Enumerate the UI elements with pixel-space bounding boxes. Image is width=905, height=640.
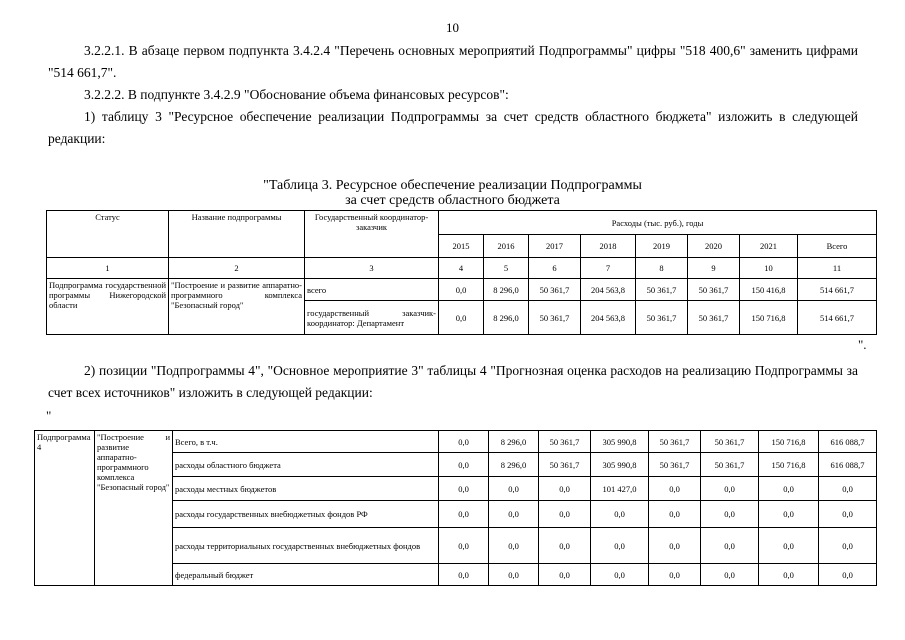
value-cell: 0,0	[489, 501, 539, 528]
header-year: 2015	[439, 235, 484, 258]
value-cell: 50 361,7	[688, 301, 740, 335]
source-cell: расходы территориальных государственных внебюджетных фондов	[173, 528, 439, 564]
header-expenses: Расходы (тыс. руб.), годы	[439, 211, 877, 235]
subprogram-name-cell: "Построение и развитие аппаратно-программного комплекса "Безопасный город"	[95, 431, 173, 586]
table-4-fragment	[34, 430, 877, 586]
table-row	[35, 431, 877, 453]
col-number: 2	[169, 258, 305, 279]
table3-caption-line2: за счет средств областного бюджета	[345, 193, 560, 208]
value-cell: 0,0	[439, 279, 484, 301]
value-cell: 0,0	[819, 528, 877, 564]
col-number: 6	[529, 258, 581, 279]
header-status: Статус	[47, 211, 169, 258]
value-cell: 204 563,8	[581, 279, 636, 301]
col-number: 4	[439, 258, 484, 279]
value-cell: 0,0	[759, 564, 819, 586]
paragraph-table4-instruction: 2) позиции "Подпрограммы 4", "Основное мероприятие 3" таблицы 4 "Прогнозная оценка расходов на реализацию Подпрограммы за счет всех источников" изложить в следующей редакции:	[48, 363, 858, 400]
value-cell: 50 361,7	[539, 431, 591, 453]
header-year: 2018	[581, 235, 636, 258]
page-number: 10	[446, 20, 459, 35]
value-cell: 0,0	[539, 477, 591, 501]
subprogram-label-cell: Подпрограмма 4	[35, 431, 95, 586]
paragraph-table3-instruction: 1) таблицу 3 "Ресурсное обеспечение реализации Подпрограммы за счет средств областного бюджета" изложить в следующей редакции:	[48, 109, 858, 146]
value-cell: 0,0	[439, 501, 489, 528]
value-cell: 0,0	[439, 477, 489, 501]
value-cell: 0,0	[591, 564, 649, 586]
value-cell: 514 661,7	[798, 279, 877, 301]
value-cell: 616 088,7	[819, 431, 877, 453]
value-cell: 0,0	[649, 477, 701, 501]
value-cell: 0,0	[649, 528, 701, 564]
col-number: 3	[305, 258, 439, 279]
value-cell: 204 563,8	[581, 301, 636, 335]
header-year: 2021	[740, 235, 798, 258]
value-cell: 0,0	[439, 301, 484, 335]
header-subprogram-name: Название подпрограммы	[169, 211, 305, 258]
value-cell: 50 361,7	[649, 453, 701, 477]
col-number: 7	[581, 258, 636, 279]
value-cell: 0,0	[701, 477, 759, 501]
value-cell: 50 361,7	[701, 431, 759, 453]
col-number: 9	[688, 258, 740, 279]
value-cell: 0,0	[819, 477, 877, 501]
header-total: Всего	[798, 235, 877, 258]
value-cell: 0,0	[819, 564, 877, 586]
value-cell: 0,0	[439, 564, 489, 586]
value-cell: 0,0	[439, 528, 489, 564]
value-cell: 0,0	[539, 501, 591, 528]
value-cell: 305 990,8	[591, 453, 649, 477]
value-cell: 150 716,8	[759, 431, 819, 453]
value-cell: 305 990,8	[591, 431, 649, 453]
value-cell: 8 296,0	[484, 279, 529, 301]
header-year: 2020	[688, 235, 740, 258]
value-cell: 0,0	[649, 564, 701, 586]
value-cell: 150 716,8	[759, 453, 819, 477]
value-cell: 0,0	[439, 453, 489, 477]
value-cell: 50 361,7	[636, 279, 688, 301]
value-cell: 50 361,7	[529, 301, 581, 335]
table-row	[47, 279, 877, 301]
value-cell: 0,0	[759, 501, 819, 528]
value-cell: 0,0	[819, 501, 877, 528]
col-number: 10	[740, 258, 798, 279]
coordinator-cell: государственный заказчик-координатор: Департамент	[305, 301, 439, 335]
value-cell: 0,0	[759, 477, 819, 501]
value-cell: 0,0	[649, 501, 701, 528]
value-cell: 0,0	[539, 528, 591, 564]
value-cell: 8 296,0	[484, 301, 529, 335]
value-cell: 0,0	[489, 528, 539, 564]
value-cell: 0,0	[701, 564, 759, 586]
col-number: 1	[47, 258, 169, 279]
value-cell: 0,0	[701, 528, 759, 564]
value-cell: 0,0	[489, 477, 539, 501]
coordinator-cell: всего	[305, 279, 439, 301]
header-coordinator: Государственный координатор-заказчик	[305, 211, 439, 258]
value-cell: 50 361,7	[636, 301, 688, 335]
paragraph-3-2-2-2: 3.2.2.2. В подпункте 3.4.2.9 "Обоснование объема финансовых ресурсов":	[84, 87, 509, 102]
value-cell: 50 361,7	[688, 279, 740, 301]
table-3	[46, 210, 877, 335]
value-cell: 0,0	[701, 501, 759, 528]
source-cell: расходы местных бюджетов	[173, 477, 439, 501]
col-number: 5	[484, 258, 529, 279]
col-number: 8	[636, 258, 688, 279]
header-year: 2017	[529, 235, 581, 258]
value-cell: 8 296,0	[489, 453, 539, 477]
value-cell: 0,0	[591, 501, 649, 528]
value-cell: 0,0	[439, 431, 489, 453]
value-cell: 150 416,8	[740, 279, 798, 301]
value-cell: 514 661,7	[798, 301, 877, 335]
source-cell: расходы государственных внебюджетных фондов РФ	[173, 501, 439, 528]
col-number: 11	[798, 258, 877, 279]
value-cell: 0,0	[489, 564, 539, 586]
table3-caption-line1: "Таблица 3. Ресурсное обеспечение реализации Подпрограммы	[263, 178, 642, 193]
value-cell: 101 427,0	[591, 477, 649, 501]
table3-closing-mark: ".	[858, 337, 867, 352]
value-cell: 8 296,0	[489, 431, 539, 453]
value-cell: 50 361,7	[529, 279, 581, 301]
value-cell: 0,0	[591, 528, 649, 564]
subprogram-name-cell: "Построение и развитие аппаратно-программного комплекса "Безопасный город"	[169, 279, 305, 335]
table4-opening-mark: "	[46, 408, 52, 423]
paragraph-3-2-2-1: 3.2.2.1. В абзаце первом подпункта 3.4.2.4 "Перечень основных мероприятий Подпрограммы" цифры "518 400,6" заменить цифрами "514 661,7".	[48, 43, 858, 80]
source-cell: федеральный бюджет	[173, 564, 439, 586]
value-cell: 50 361,7	[701, 453, 759, 477]
value-cell: 0,0	[539, 564, 591, 586]
header-year: 2016	[484, 235, 529, 258]
value-cell: 50 361,7	[539, 453, 591, 477]
value-cell: 616 088,7	[819, 453, 877, 477]
status-cell: Подпрограмма государственной программы Нижегородской области	[47, 279, 169, 335]
source-cell: Всего, в т.ч.	[173, 431, 439, 453]
header-year: 2019	[636, 235, 688, 258]
source-cell: расходы областного бюджета	[173, 453, 439, 477]
value-cell: 0,0	[759, 528, 819, 564]
value-cell: 50 361,7	[649, 431, 701, 453]
value-cell: 150 716,8	[740, 301, 798, 335]
